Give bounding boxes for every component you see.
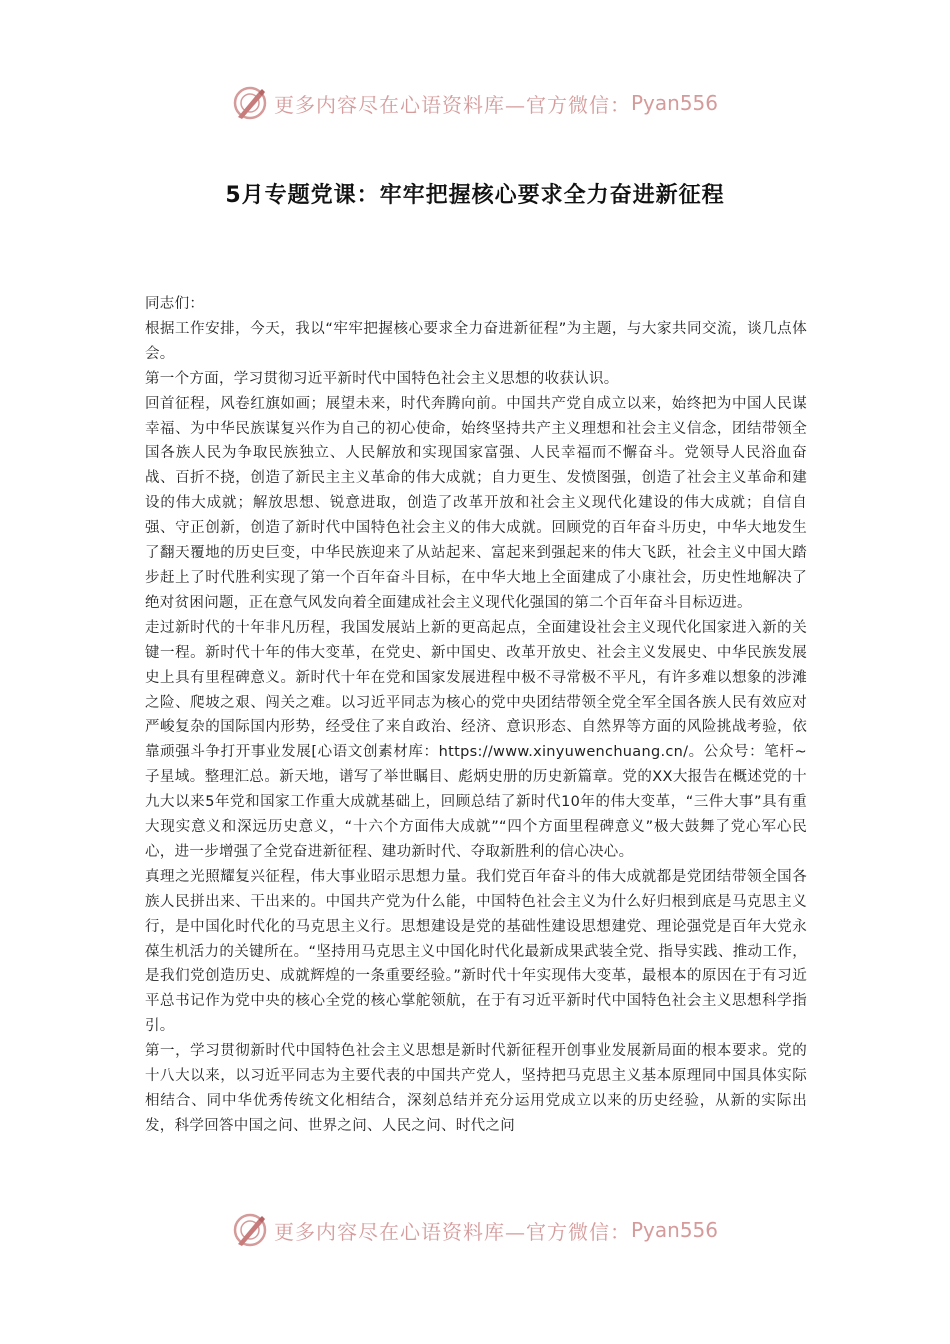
paragraph: 回首征程，风卷红旗如画；展望未来，时代奔腾向前。中国共产党自成立以来，始终把为中国人民谋幸福、为中华民族谋复兴作为自己的初心使命，始终坚持共产主义理想和社会主义信念，团结带领全国各族人民为争取民族独立、人民解放和实现国家富强、人民幸福而不懈奋斗。党领导人民浴血奋战、百折不挠，创造了新民主主义革命的伟大成就；自力更生、发愤图强，创造了社会主义革命和建设的伟大成就；解放思想、锐意进取，创造了改革开放和社会主义现代化建设的伟大成就；自信自强、守正创新，创造了新时代中国特色社会主义的伟大成就。回顾党的百年奋斗历史，中华大地发生了翻天覆地的历史巨变，中华民族迎来了从站起来、富起来到强起来的伟大飞跃，社会主义中国大踏步赶上了时代胜利实现了第一个百年奋斗目标，在中华大地上全面建成了小康社会，历史性地解决了绝对贫困问题，正在意气风发向着全面建成社会主义现代化强国的第二个百年奋斗目标迈进。	[145, 395, 807, 611]
document-title: 5月专题党课：牢牢把握核心要求全力奋进新征程	[225, 183, 725, 208]
header-wechat-id: Pyan556	[630, 91, 718, 115]
paragraph: 真理之光照耀复兴征程，伟大事业昭示思想力量。我们党百年奋斗的伟大成就都是党团结带领全国各族人民拼出来、干出来的。中国共产党为什么能，中国特色社会主义为什么好归根到底是马克思主义行，是中国化时代化的马克思主义行。思想建设是党的基础性建设思想建党、理论强党是百年大党永葆生机活力的关键所在。“坚持用马克思主义中国化时代化最新成果武装全党、指导实践、推动工作，是我们党创造历史、成就辉煌的一条重要经验。”新时代十年实现伟大变革，最根本的原因在于有习近平总书记作为党中央的核心全党的核心掌舵领航，在于有习近平新时代中国特色社会主义思想科学指引。	[145, 868, 807, 1035]
header-watermark	[0, 78, 950, 128]
header-watermark-text: 更多内容尽在心语资料库—官方微信：	[273, 92, 631, 117]
footer-watermark-text: 更多内容尽在心语资料库—官方微信：	[273, 1219, 631, 1244]
pen-logo-icon	[232, 1212, 268, 1248]
paragraph: 第一个方面，学习贯彻习近平新时代中国特色社会主义思想的收获认识。	[145, 370, 619, 387]
paragraph: 根据工作安排，今天，我以“牢牢把握核心要求全力奋进新征程”为主题，与大家共同交流，谈几点体会。	[145, 320, 807, 362]
pen-logo-icon	[232, 85, 268, 121]
document-body	[145, 292, 807, 1139]
footer-wechat-id: Pyan556	[630, 1218, 718, 1242]
paragraph: 同志们：	[145, 296, 205, 312]
footer-watermark	[0, 1205, 950, 1255]
paragraph: 第一，学习贯彻新时代中国特色社会主义思想是新时代新征程开创事业发展新局面的根本要求。党的十八大以来，以习近平同志为主要代表的中国共产党人，坚持把马克思主义基本原理同中国具体实际相结合、同中华优秀传统文化相结合，深刻总结并充分运用党成立以来的历史经验，从新的实际出发，科学回答中国之问、世界之问、人民之问、时代之问	[145, 1043, 807, 1134]
paragraph: 走过新时代的十年非凡历程，我国发展站上新的更高起点，全面建设社会主义现代化国家进入新的关键一程。新时代十年的伟大变革，在党史、新中国史、改革开放史、社会主义发展史、中华民族发展史上具有里程碑意义。新时代十年在党和国家发展进程中极不寻常极不平凡，有许多难以想象的涉滩之险、爬坡之艰、闯关之难。以习近平同志为核心的党中央团结带领全党全军全国各族人民有效应对严峻复杂的国际国内形势，经受住了来自政治、经济、意识形态、自然界等方面的风险挑战考验，依靠顽强斗争打开事业发展[心语文创素材库：https://www.xinyuwenchuang.cn/。公众号：笔杆~子星域。整理汇总。新天地，谱写了举世瞩目、彪炳史册的历史新篇章。党的XX大报告在概述党的十九大以来5年党和国家工作重大成就基础上，回顾总结了新时代10年的伟大变革，“三件大事”具有重大现实意义和深远历史意义，“十六个方面伟大成就”“四个方面里程碑意义”极大鼓舞了党心军心民心，进一步增强了全党奋进新征程、建功新时代、夺取新胜利的信心决心。	[145, 619, 807, 860]
